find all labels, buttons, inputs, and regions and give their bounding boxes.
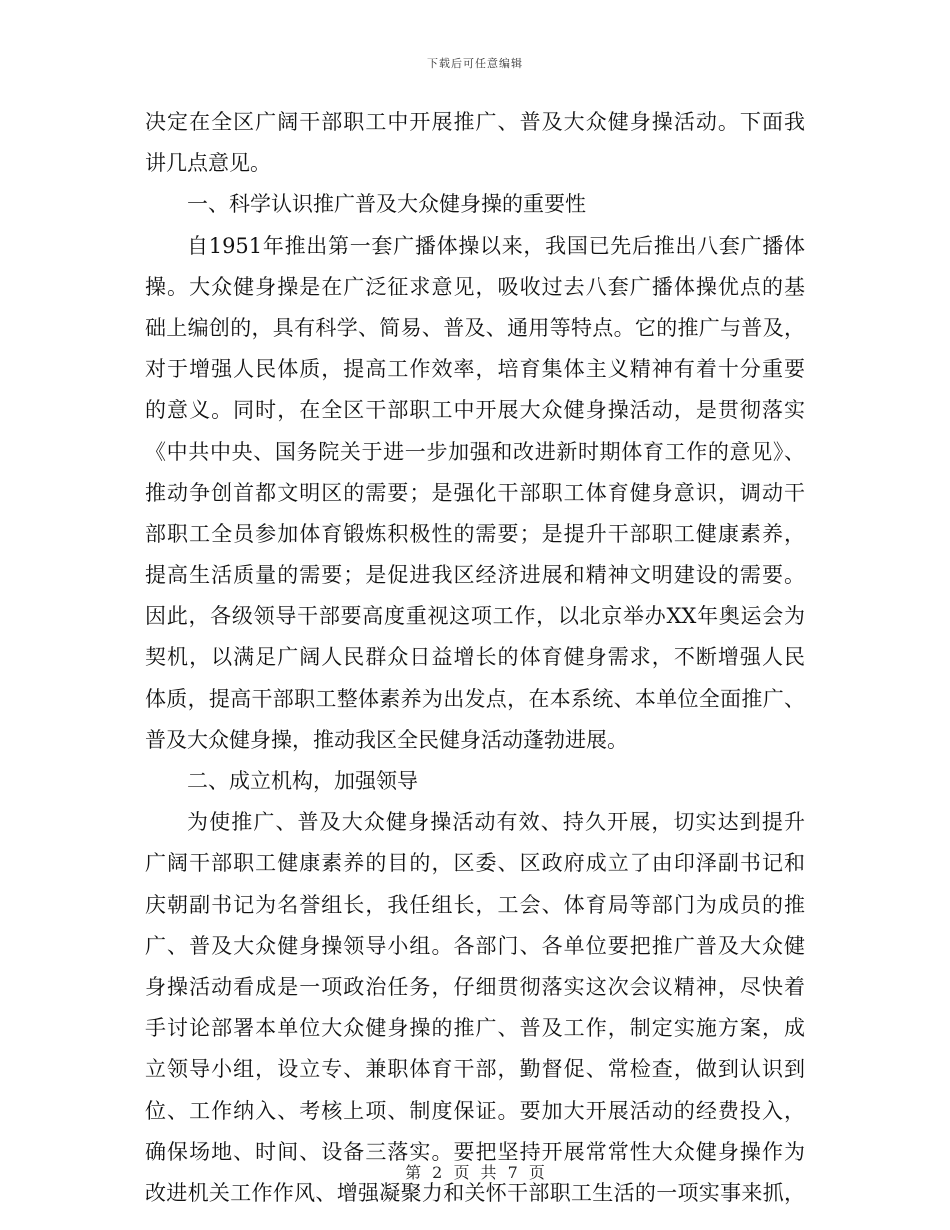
text-line: 推动争创首都文明区的需要；是强化干部职工体育健身意识，调动干 — [145, 480, 805, 505]
text-line: 对于增强人民体质，提高工作效率，培育集体主义精神有着十分重要 — [145, 357, 805, 382]
text-line: 确保场地、时间、设备三落实。要把坚持开展常常性大众健身操作为 — [145, 1139, 805, 1164]
text-line: 因此，各级领导干部要高度重视这项工作，以北京举办XX年奥运会为 — [145, 604, 805, 629]
text-line: 础上编创的，具有科学、简易、普及、通用等特点。它的推广与普及， — [145, 315, 805, 340]
text-line: 自1951年推出第一套广播体操以来，我国已先后推出八套广播体 — [187, 233, 805, 258]
page-footer: 第 2 页 共 7 页 — [405, 1163, 545, 1182]
text-line: 讲几点意见。 — [145, 151, 271, 176]
text-line: 二、成立机构，加强领导 — [187, 769, 418, 793]
text-line: 《中共中央、国务院关于进一步加强和改进新时期体育工作的意见》、 — [145, 439, 805, 464]
text-line: 位、工作纳入、考核上项、制度保证。要加大开展活动的经费投入， — [145, 1098, 805, 1123]
text-line: 身操活动看成是一项政治任务，仔细贯彻落实这次会议精神，尽快着 — [145, 974, 805, 999]
text-line: 立领导小组，设立专、兼职体育干部，勤督促、常检查，做到认识到 — [145, 1057, 805, 1082]
text-line: 决定在全区广阔干部职工中开展推广、普及大众健身操活动。下面我 — [145, 110, 805, 134]
text-line: 契机，以满足广阔人民群众日益增长的体育健身需求，不断增强人民 — [145, 645, 805, 670]
document-body — [145, 102, 805, 1214]
text-line: 手讨论部署本单位大众健身操的推广、普及工作，制定实施方案，成 — [145, 1016, 805, 1041]
text-line: 提高生活质量的需要；是促进我区经济进展和精神文明建设的需要。 — [145, 563, 805, 588]
page-header: 下载后可任意编辑 — [427, 57, 523, 70]
text-line: 的意义。同时，在全区干部职工中开展大众健身操活动，是贯彻落实 — [145, 398, 805, 423]
text-line: 操。大众健身操是在广泛征求意见，吸收过去八套广播体操优点的基 — [145, 274, 805, 299]
text-line: 一、科学认识推广普及大众健身操的重要性 — [187, 192, 586, 217]
text-line: 普及大众健身操，推动我区全民健身活动蓬勃进展。 — [145, 727, 628, 752]
text-line: 部职工全员参加体育锻炼积极性的需要；是提升干部职工健康素养， — [145, 521, 805, 546]
text-line: 庆朝副书记为名誉组长，我任组长，工会、体育局等部门为成员的推 — [145, 892, 805, 917]
text-line: 改进机关工作作风、增强凝聚力和关怀干部职工生活的一项实事来抓， — [145, 1180, 805, 1205]
text-line: 广、普及大众健身操领导小组。各部门、各单位要把推广普及大众健 — [145, 933, 805, 958]
text-line: 体质，提高干部职工整体素养为出发点，在本系统、本单位全面推广、 — [145, 686, 805, 711]
text-line: 广阔干部职工健康素养的目的，区委、区政府成立了由印泽副书记和 — [145, 851, 805, 876]
text-line: 为使推广、普及大众健身操活动有效、持久开展，切实达到提升 — [187, 810, 805, 835]
